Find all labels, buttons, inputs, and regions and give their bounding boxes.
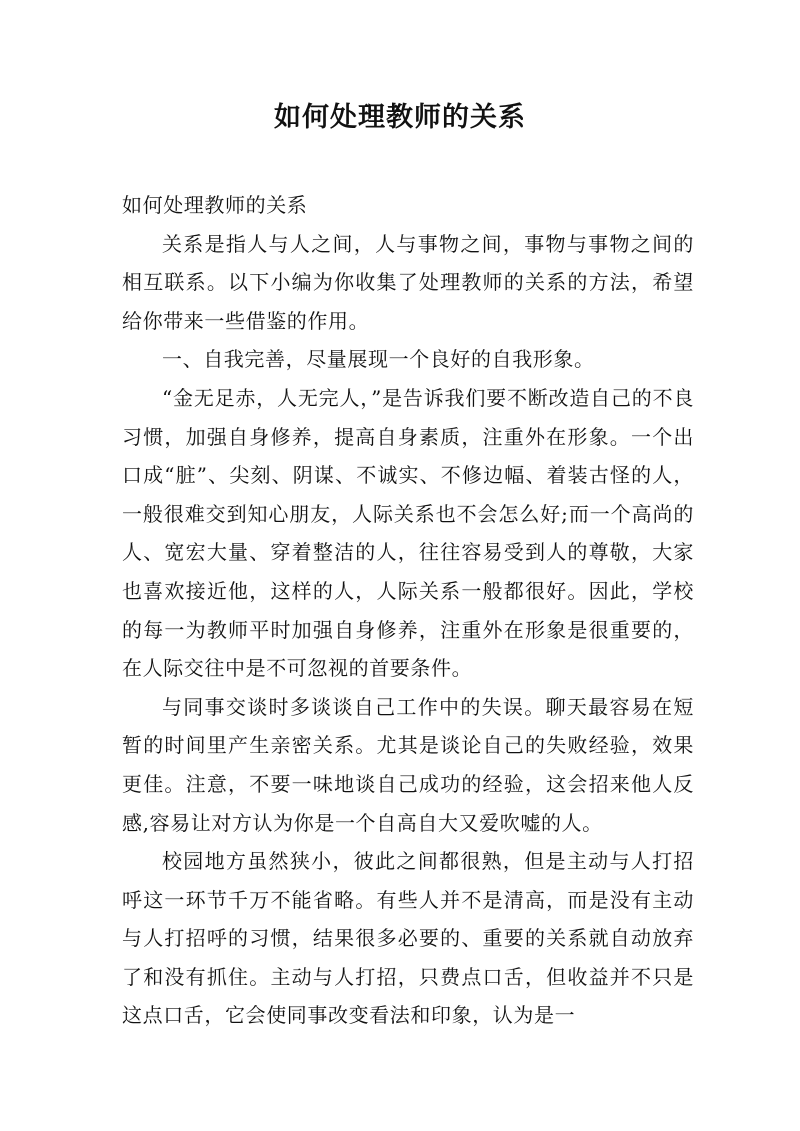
paragraph-self-image: “金无足赤，人无完人，”是告诉我们要不断改造自己的不良习惯，加强自身修养，提高自身素质，注重外在形象。一个出口成“脏”、尖刻、阴谋、不诚实、不修边幅、着装古怪的人，一般很难交到知心朋友，人际关系也不会怎么好;而一个高尚的人、宽宏大量、穿着整洁的人，往往容易受到人的尊敬，大家也喜欢接近他，这样的人，人际关系一般都很好。因此，学校的每一为教师平时加强自身修养，注重外在形象是很重要的，在人际交往中是不可忽视的首要条件。 — [122, 385, 694, 681]
document-subtitle: 如何处理教师的关系 — [122, 193, 308, 217]
paragraph-intro: 关系是指人与人之间，人与事物之间，事物与事物之间的相互联系。以下小编为你收集了处理教师的关系的方法，希望给你带来一些借鉴的作用。 — [122, 231, 694, 333]
paragraph-greeting: 校园地方虽然狭小，彼此之间都很熟，但是主动与人打招呼这一环节千万不能省略。有些人并不是清高，而是没有主动与人打招呼的习惯，结果很多必要的、重要的关系就自动放弃了和没有抓住。主动与人打招，只费点口舌，但收益并不只是这点口舌，它会使同事改变看法和印象，认为是一 — [122, 849, 694, 1028]
paragraph-conversation: 与同事交谈时多谈谈自己工作中的失误。聊天最容易在短暂的时间里产生亲密关系。尤其是谈论自己的失败经验，效果更佳。注意，不要一味地谈自己成功的经验，这会招来他人反感,容易让对方认为你是一个自高自大又爱吹嘘的人。 — [122, 694, 694, 835]
document-title: 如何处理教师的关系 — [274, 102, 526, 133]
paragraph-heading-self-improvement: 一、自我完善，尽量展现一个良好的自我形象。 — [162, 347, 595, 372]
document-body — [122, 186, 694, 1035]
